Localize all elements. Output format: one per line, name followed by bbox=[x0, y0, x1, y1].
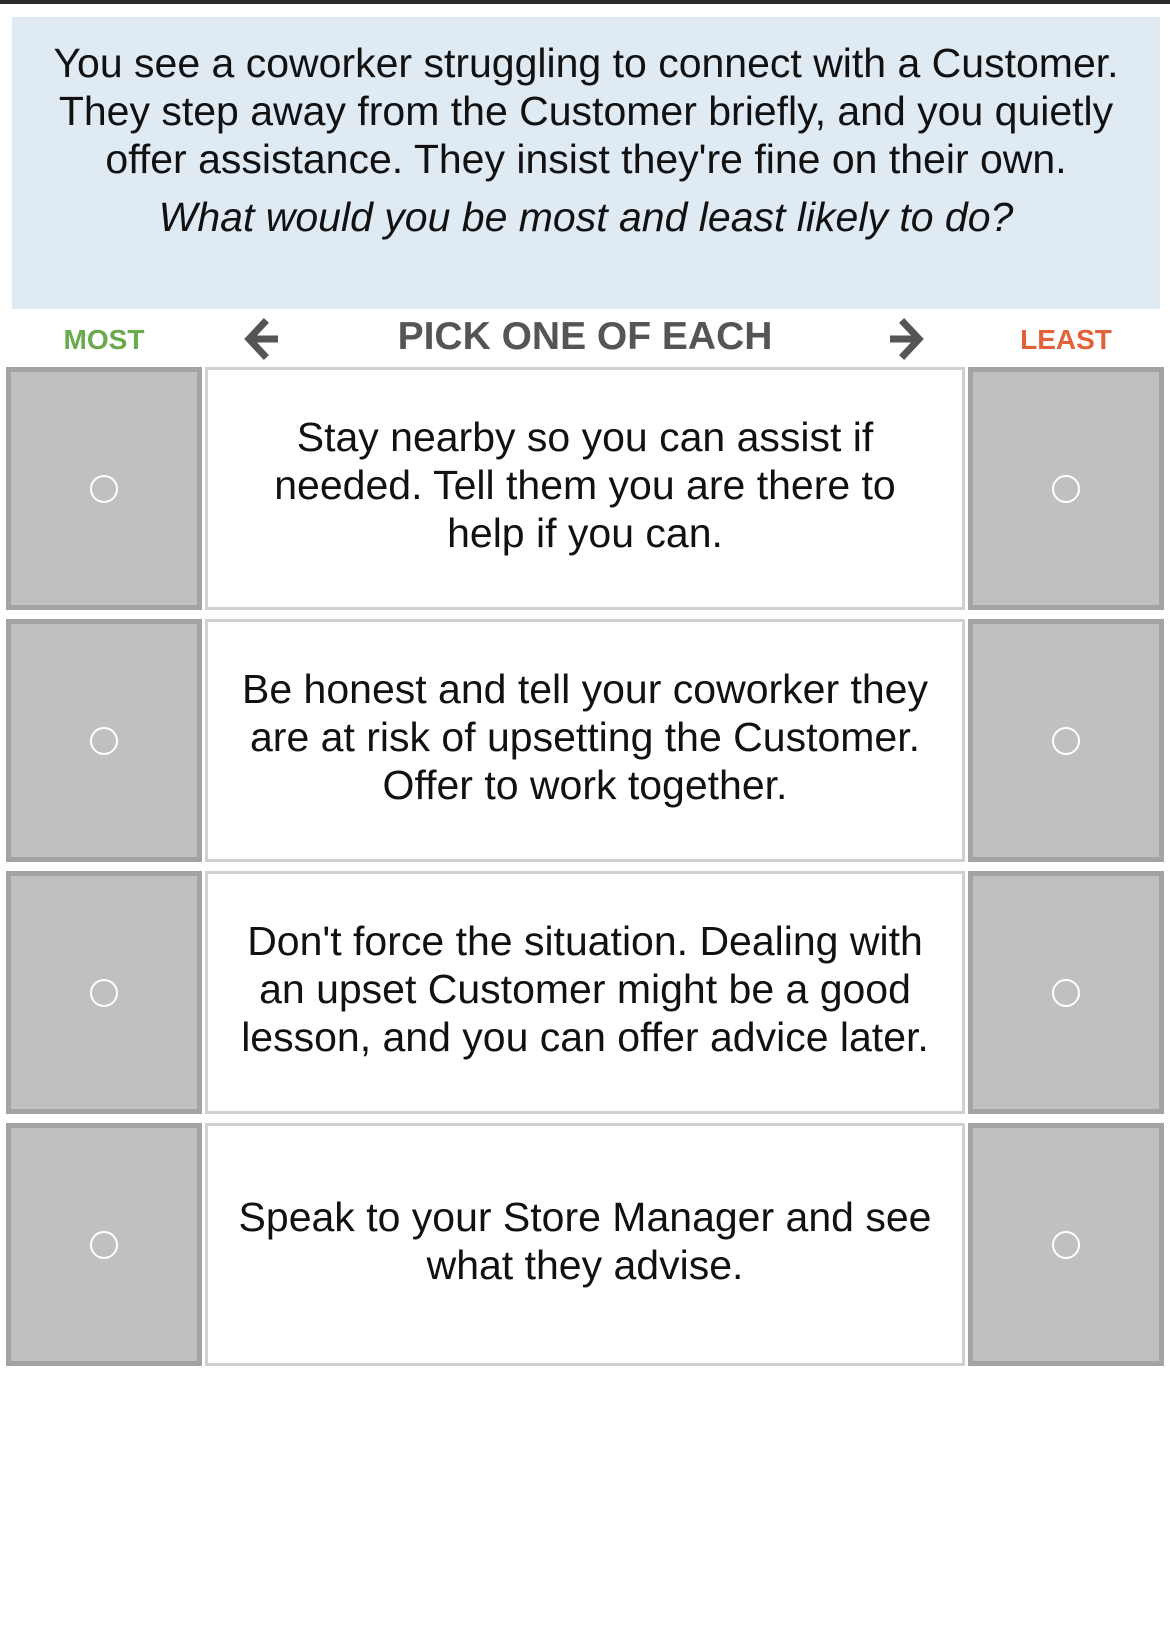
option-row bbox=[6, 871, 1164, 1114]
scenario-question: What would you be most and least likely to do? bbox=[158, 194, 1014, 240]
instruction-header bbox=[0, 309, 1170, 367]
option-text: Speak to your Store Manager and see what they advise. bbox=[238, 1193, 932, 1288]
least-radio-option-3[interactable] bbox=[968, 871, 1164, 1114]
least-column-label: LEAST bbox=[1020, 324, 1112, 355]
scenario-text: You see a coworker struggling to connect with a Customer. They step away from the Customer briefly, and you quietly offer assistance. They insist they're fine on their own. bbox=[53, 40, 1119, 182]
option-4[interactable] bbox=[205, 1123, 965, 1366]
most-column-label: MOST bbox=[63, 324, 145, 355]
radio-circle-icon bbox=[1052, 475, 1080, 503]
option-text: Don't force the situation. Dealing with an upset Customer might be a good lesson, and you can offer advice later. bbox=[241, 917, 929, 1060]
pick-instruction: PICK ONE OF EACH bbox=[397, 315, 773, 358]
radio-circle-icon bbox=[90, 1231, 118, 1259]
most-radio-option-4[interactable] bbox=[6, 1123, 202, 1366]
radio-circle-icon bbox=[90, 727, 118, 755]
radio-circle-icon bbox=[90, 475, 118, 503]
least-radio-option-2[interactable] bbox=[968, 619, 1164, 862]
option-row bbox=[6, 619, 1164, 862]
least-radio-option-4[interactable] bbox=[968, 1123, 1164, 1366]
least-radio-option-1[interactable] bbox=[968, 367, 1164, 610]
radio-circle-icon bbox=[1052, 1231, 1080, 1259]
option-text: Stay nearby so you can assist if needed. Tell them you are there to help if you can. bbox=[274, 413, 896, 556]
radio-circle-icon bbox=[90, 979, 118, 1007]
scenario-box bbox=[12, 17, 1160, 309]
arrow-left-icon bbox=[240, 317, 284, 361]
option-3[interactable] bbox=[205, 871, 965, 1114]
option-2[interactable] bbox=[205, 619, 965, 862]
radio-circle-icon bbox=[1052, 727, 1080, 755]
most-radio-option-3[interactable] bbox=[6, 871, 202, 1114]
option-row bbox=[6, 367, 1164, 610]
radio-circle-icon bbox=[1052, 979, 1080, 1007]
option-row bbox=[6, 1123, 1164, 1366]
most-radio-option-1[interactable] bbox=[6, 367, 202, 610]
option-1[interactable] bbox=[205, 367, 965, 610]
option-text: Be honest and tell your coworker they are at risk of upsetting the Customer. Offer to work together. bbox=[242, 665, 928, 808]
most-radio-option-2[interactable] bbox=[6, 619, 202, 862]
top-border bbox=[0, 0, 1170, 4]
arrow-right-icon bbox=[884, 317, 928, 361]
